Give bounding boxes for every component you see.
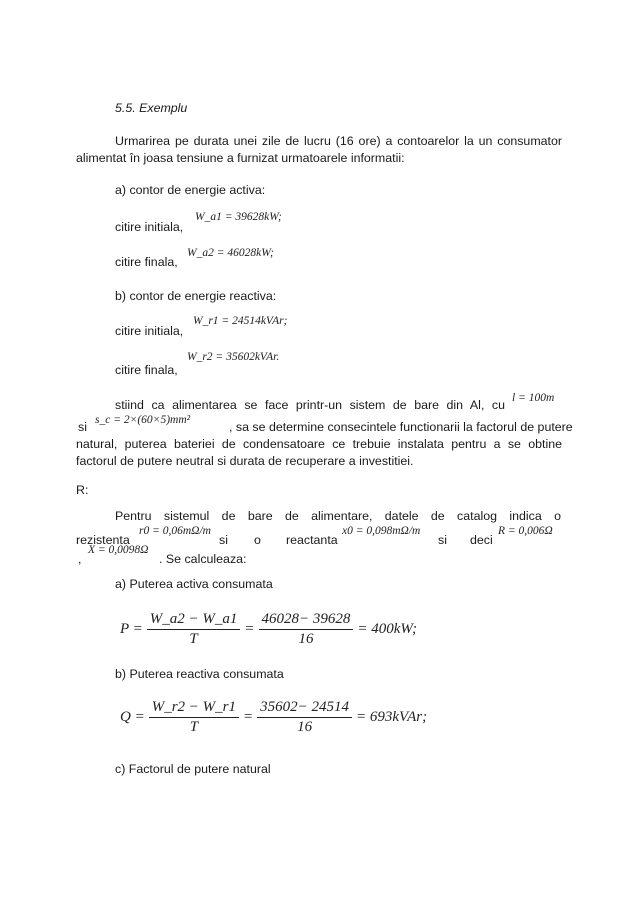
- reactive-power-fraction-1: [149, 699, 239, 736]
- problem-si: si: [78, 420, 87, 434]
- solution-si-1: si: [219, 533, 228, 547]
- active-initial-label: citire initiala,: [115, 220, 184, 234]
- active-power-den-1: T: [189, 631, 198, 647]
- problem-line-2-rest: , sa se determine consecintele functionarii la factorul de putere: [229, 420, 573, 434]
- solution-o: o: [254, 533, 261, 547]
- solution-deci: deci: [470, 533, 493, 547]
- active-power-fraction-2: [259, 611, 354, 648]
- active-power-num-2: 46028− 39628: [259, 611, 354, 630]
- problem-line-4: factorul de putere neutral si durata de recuperare a investitiei.: [76, 454, 414, 468]
- active-power-formula: [120, 611, 417, 648]
- reactive-power-fraction-2: [257, 699, 352, 736]
- active-power-den-2: 16: [298, 631, 314, 647]
- reactive-power-den-2: 16: [297, 719, 313, 735]
- solution-line-1: Pentru sistemul de bare de alimentare, datele de catalog indica o: [115, 509, 561, 523]
- X-value: X = 0,0098Ω: [88, 544, 149, 556]
- step-c-heading: c) Factorul de putere natural: [115, 762, 271, 776]
- active-final-label: citire finala,: [115, 255, 178, 269]
- active-power-num-1: W_a2 − W_a1: [147, 611, 241, 630]
- reactive-power-den-1: T: [189, 719, 199, 735]
- solution-rezistenta: rezistenta: [76, 533, 130, 547]
- active-power-fraction-1: [147, 611, 241, 648]
- reactive-power-result: = 693kVAr;: [356, 709, 428, 725]
- reactive-initial-value: W_r1 = 24514kVAr;: [193, 315, 288, 327]
- active-power-lhs: P =: [120, 621, 143, 637]
- answer-label: R:: [76, 483, 89, 497]
- r0-value: r0 = 0,06mΩ/m: [139, 525, 211, 537]
- section-value: s_c = 2×(60×5)mm²: [95, 414, 191, 426]
- intro-paragraph: Urmarirea pe durata unei zile de lucru (16 ore) a contoarelor la un consumator alimentat în joasa tensiune a furnizat urmatoarele informatii:: [76, 134, 562, 165]
- active-power-equals: =: [244, 621, 255, 637]
- solution-reactanta: reactanta: [286, 533, 338, 547]
- R-value: R = 0,006Ω: [498, 525, 553, 537]
- x0-value: x0 = 0,098mΩ/m: [342, 525, 421, 537]
- step-b-heading: b) Puterea reactiva consumata: [115, 667, 284, 681]
- problem-line-1: stiind ca alimentarea se face printr-un sistem de bare din Al, cu: [115, 398, 505, 412]
- reactive-initial-label: citire initiala,: [115, 324, 184, 338]
- reactive-power-formula: [120, 699, 427, 736]
- reactive-final-label: citire finala,: [115, 363, 178, 377]
- reactive-power-num-1: W_r2 − W_r1: [149, 699, 239, 718]
- length-value: l = 100m: [512, 392, 555, 404]
- reactive-power-equals: =: [243, 709, 254, 725]
- reactive-power-lhs: Q =: [120, 709, 145, 725]
- solution-se-calculeaza: . Se calculeaza:: [159, 552, 247, 566]
- active-power-result: = 400kW;: [357, 621, 417, 637]
- step-a-heading: a) Puterea activa consumata: [115, 577, 273, 591]
- active-final-value: W_a2 = 46028kW;: [187, 247, 274, 259]
- section-title: 5.5. Exemplu: [115, 101, 188, 115]
- active-initial-value: W_a1 = 39628kW;: [195, 211, 282, 223]
- solution-comma: ,: [78, 552, 82, 566]
- solution-si-2: si: [438, 533, 447, 547]
- reactive-power-num-2: 35602− 24514: [257, 699, 352, 718]
- problem-line-3: natural, puterea bateriei de condensatoare ce trebuie instalata pentru a se obtine: [76, 437, 562, 451]
- reactive-final-value: W_r2 = 35602kVAr.: [187, 351, 280, 363]
- reactive-meter-heading: b) contor de energie reactiva:: [115, 289, 277, 303]
- active-meter-heading: a) contor de energie activa:: [115, 183, 266, 197]
